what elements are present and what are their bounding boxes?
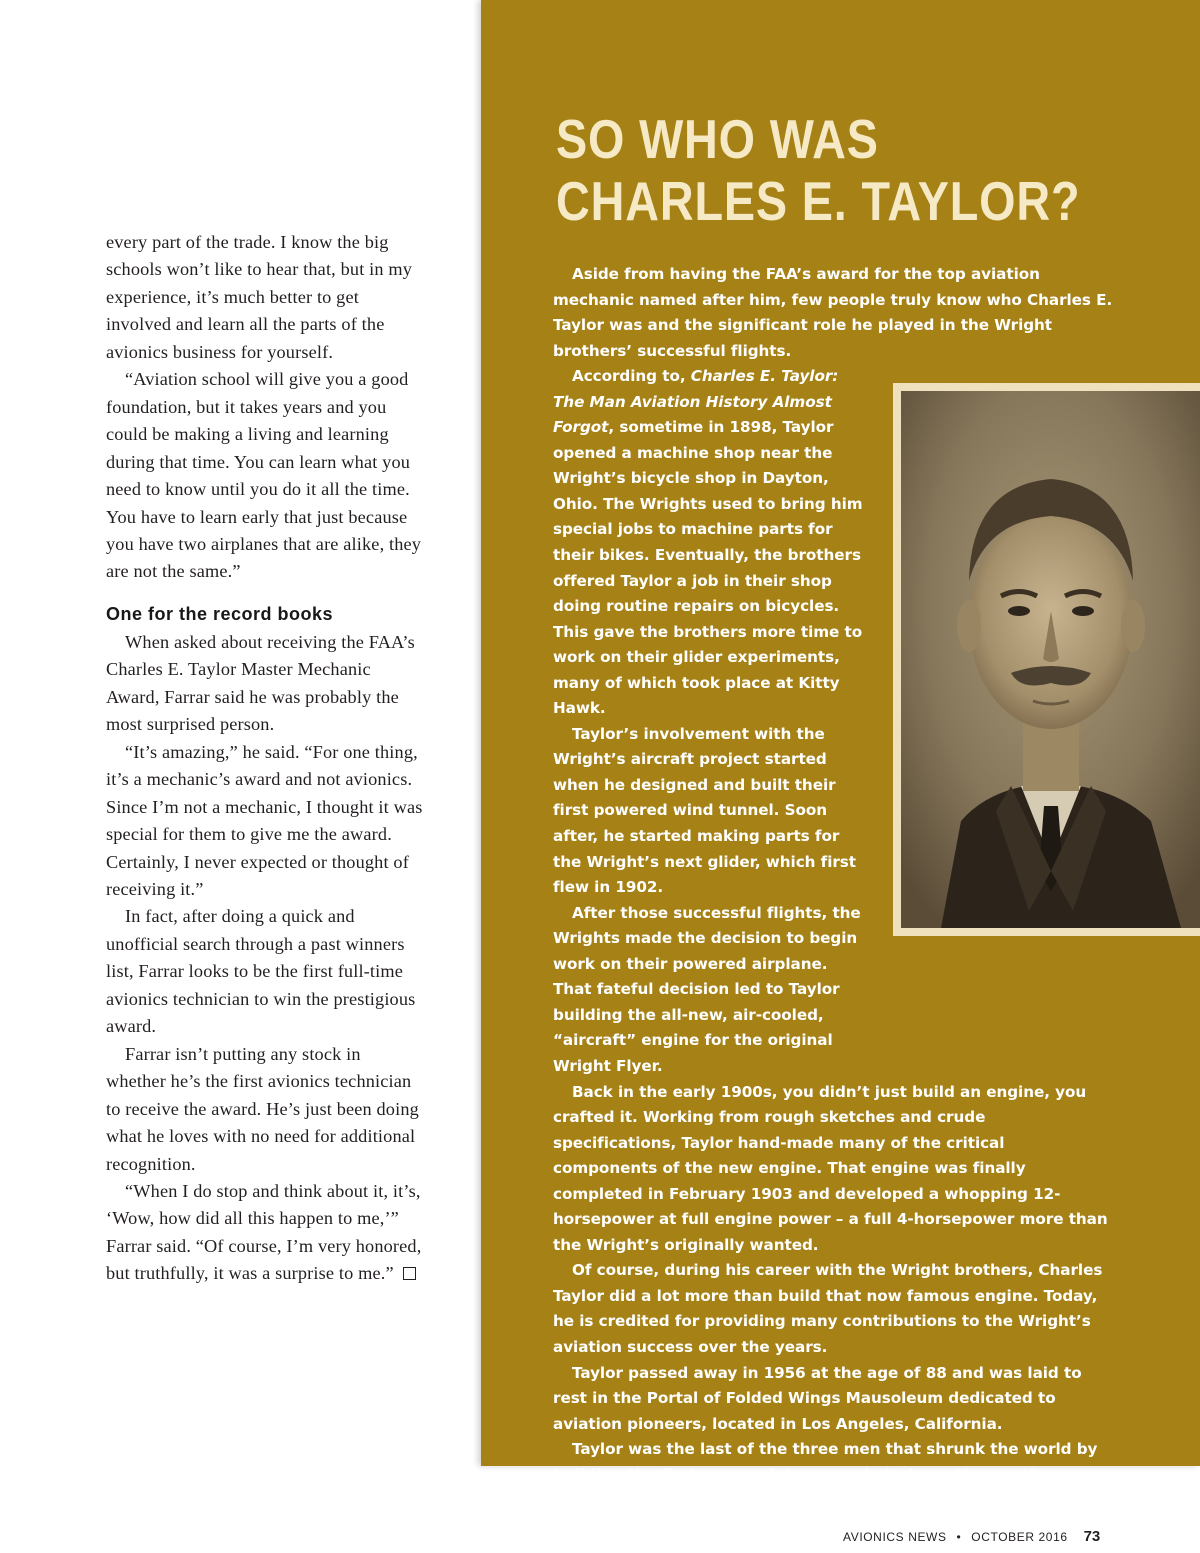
page-number: 73 <box>1083 1528 1101 1545</box>
end-mark-icon <box>902 1493 915 1506</box>
paragraph: “It’s amazing,” he said. “For one thing, it’s a mechanic’s award and not avionics. Since I’m not a mechanic, I thought it was special for them to give me the award. Certainly, I never expected or thought of receiving it.” <box>106 741 423 899</box>
paragraph-lead: According to, <box>572 367 691 386</box>
publication-name: AVIONICS NEWS <box>843 1530 947 1544</box>
paragraph: In fact, after doing a quick and unofficial search through a past winners list, Farrar looks to be the first full-time avionics technician to win the prestigious award. <box>106 906 416 1037</box>
paragraph-text: , sometime in 1898, Taylor opened a machine shop near the Wright’s bicycle shop in Dayton, Ohio. The Wrights used to bring him special jobs to machine parts for their bikes. Eventually, the brothers offered Taylor a job in their shop doing routine repairs on bicycles. This gave the brothers more time to work on their glider experiments, many of which took place at Kitty Hawk. <box>553 418 863 718</box>
book-title: Charles E. Taylor: The Man Aviation History Almost Forgot <box>553 367 839 437</box>
paragraph: “Aviation school will give you a good foundation, but it takes years and you could be making a living and learning during that time. You can learn what you need to know until you do it all the time. You have to learn early that just because you have two airplanes that are alike, they are not the same.” <box>106 369 422 582</box>
paragraph: When asked about receiving the FAA’s Charles E. Taylor Master Mechanic Award, Farrar said he was probably the most surprised person. <box>106 631 415 735</box>
paragraph: Farrar isn’t putting any stock in whether he’s the first avionics technician to receive the award. He’s just been doing what he loves with no need for additional recognition. <box>106 1043 419 1174</box>
paragraph <box>553 364 869 722</box>
paragraph: After those successful flights, the Wrights made the decision to begin work on their powered airplane. That fateful decision led to Taylor building the all-new, air-cooled, “aircraft” engine for the original Wright Flyer. <box>553 903 861 1075</box>
paragraph: Aside from having the FAA’s award for the top aviation mechanic named after him, few people truly know who Charles E. Taylor was and the significant role he played in the Wright brothers’ successful flights. <box>553 265 1113 360</box>
paragraph: Taylor passed away in 1956 at the age of 88 and was laid to rest in the Portal of Folded Wings Mausoleum dedicated to aviation pioneers, located in Los Angeles, California. <box>553 1363 1082 1433</box>
sidebar-narrow-block <box>553 364 869 1079</box>
article-left-column <box>106 229 424 1288</box>
paragraph: every part of the trade. I know the big schools won’t like to hear that, but in my experience, it’s much better to get involved and learn all the parts of the avionics business for yourself. <box>106 232 413 362</box>
paragraph <box>553 1437 1113 1514</box>
issue-date: OCTOBER 2016 <box>971 1530 1068 1544</box>
section-heading: One for the record books <box>106 603 334 624</box>
sidebar-title-line: CHARLES E. TAYLOR? <box>556 170 1081 232</box>
separator-dot: • <box>956 1530 962 1544</box>
paragraph-text: “When I do stop and think about it, it’s, ‘Wow, how did all this happen to me,’” Farrar said. “Of course, I’m very honored, but truthfully, it was a surprise to me.” <box>106 1180 422 1284</box>
end-mark-icon <box>403 1267 416 1280</box>
sidebar-title-line: SO WHO WAS <box>556 108 879 170</box>
sidebar-body <box>553 262 1113 1514</box>
paragraph: Back in the early 1900s, you didn’t just build an engine, you crafted it. Working from rough sketches and crude specifications, Taylor hand-made many of the critical components of the new engine. That engine was finally completed in February 1903 and developed a whopping 12-horsepower at full engine power – a full 4-horsepower more than the Wright’s originally wanted. <box>553 1082 1108 1254</box>
sidebar-title <box>556 108 1083 232</box>
paragraph-text: Taylor was the last of the three men that shrunk the world by building the first successful powered airplane. He was the mechanic that made the flight possible. <box>553 1440 1098 1510</box>
paragraph <box>106 1178 424 1288</box>
page-footer <box>843 1528 1100 1545</box>
paragraph: Of course, during his career with the Wright brothers, Charles Taylor did a lot more than build that now famous engine. Today, he is credited for providing many contributions to the Wright’s aviation success over the years. <box>553 1261 1103 1356</box>
paragraph: Taylor’s involvement with the Wright’s aircraft project started when he designed and built their first powered wind tunnel. Soon after, he started making parts for the Wright’s next glider, which first flew in 1902. <box>553 724 857 897</box>
